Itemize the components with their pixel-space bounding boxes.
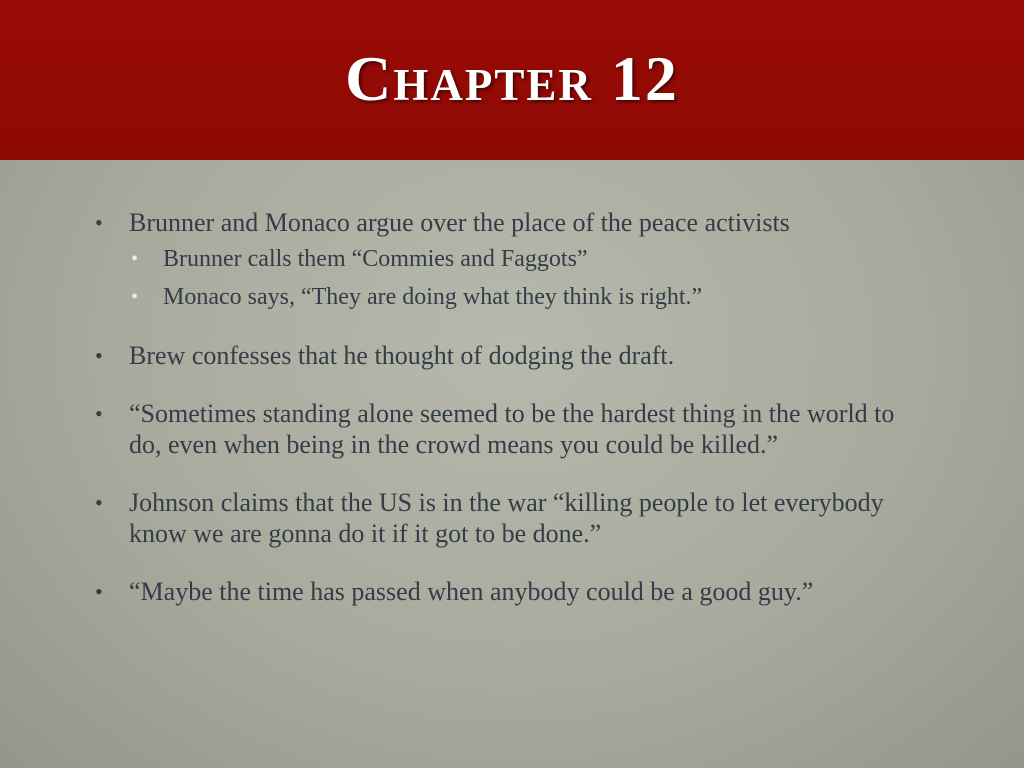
sub-bullet-icon: • — [131, 248, 139, 270]
bullet-text: Brunner and Monaco argue over the place of the peace activists — [129, 208, 790, 237]
sub-bullet-item — [129, 244, 925, 275]
bullet-text: “Sometimes standing alone seemed to be the hardest thing in the world to do, even when being in the crowd means you could be killed.” — [129, 399, 895, 459]
title-bar — [0, 0, 1024, 160]
bullet-icon: • — [95, 490, 103, 515]
bullet-text: Johnson claims that the US is in the war “killing people to let everybody know we are gonna do it if it got to be done.” — [129, 488, 884, 548]
bullet-icon: • — [95, 210, 103, 235]
sub-bullet-item — [129, 282, 925, 313]
sub-bullet-list — [129, 244, 925, 313]
slide-content — [95, 207, 925, 634]
bullet-item — [95, 576, 925, 607]
bullet-text: “Maybe the time has passed when anybody could be a good guy.” — [129, 577, 814, 606]
bullet-icon: • — [95, 343, 103, 368]
bullet-icon: • — [95, 401, 103, 426]
bullet-list — [95, 207, 925, 607]
bullet-text: Brew confesses that he thought of dodging the draft. — [129, 341, 675, 370]
bullet-icon: • — [95, 579, 103, 604]
sub-bullet-text: Brunner calls them “Commies and Faggots” — [163, 246, 588, 272]
bullet-item — [95, 398, 925, 460]
slide-title: Chapter 12 — [345, 43, 679, 114]
sub-bullet-text: Monaco says, “They are doing what they think is right.” — [163, 284, 703, 310]
bullet-item — [95, 207, 925, 313]
bullet-item — [95, 340, 925, 371]
sub-bullet-icon: • — [131, 286, 139, 308]
bullet-item — [95, 487, 925, 549]
